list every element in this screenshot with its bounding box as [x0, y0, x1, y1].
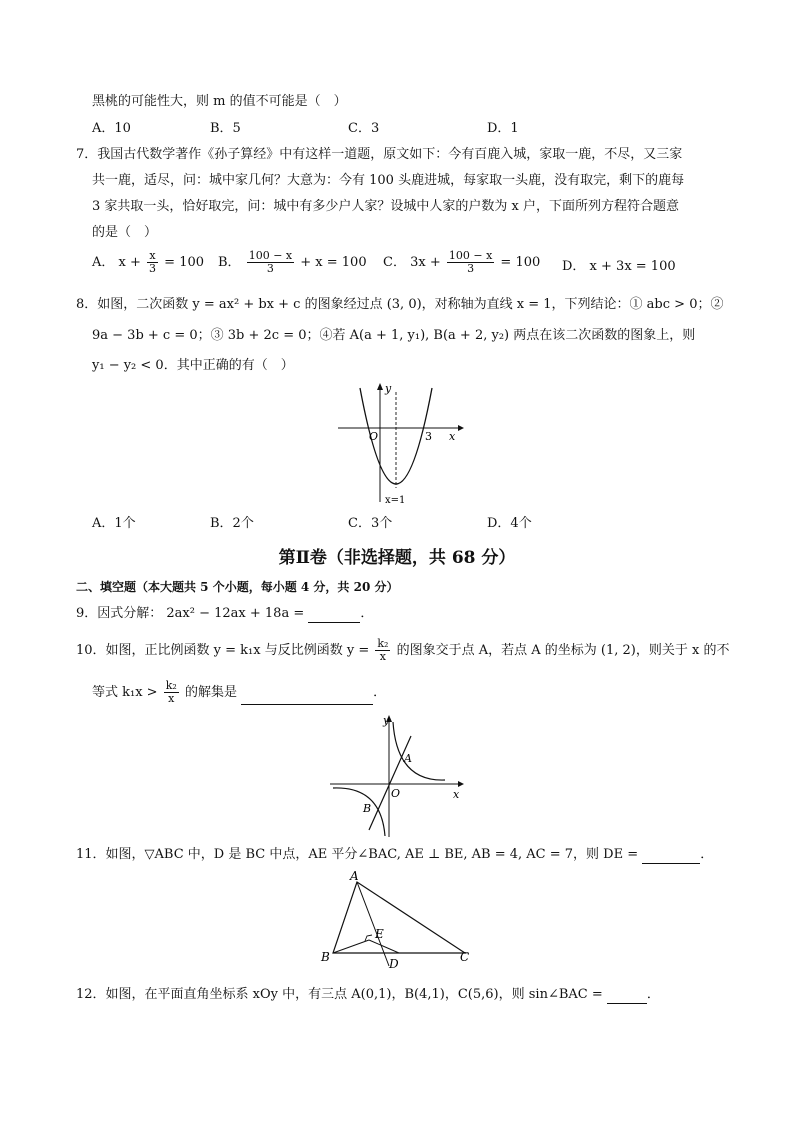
q7-line3: 3 家共取一头，恰好取完，问：城中有多少户人家？设城中人家的户数为 x 户，下面所列方程符合题意 [92, 199, 680, 214]
q6-option-c: C．3 [348, 121, 380, 136]
q8-x-arrow [458, 425, 464, 431]
q12-answer-blank[interactable] [607, 989, 647, 1004]
q11-label-e: E [375, 927, 384, 941]
q10-line2-pre: 等式 k₁x > [92, 685, 158, 700]
q10-fraction [375, 638, 390, 663]
q8-option-d: D．4个 [487, 516, 532, 531]
q8-line2: 9a − 3b + c = 0；③ 3b + 2c = 0；④若 A(a + 1, y₁), B(a + 2, y₂) 两点在该二次函数的图象上，则 [92, 328, 696, 343]
q11-text: 11．如图，▽ABC 中，D 是 BC 中点，AE 平分∠BAC, AE ⊥ BE, AB = 4, AC = 7，则 DE = [76, 847, 639, 862]
q10-line2-den: x [168, 692, 175, 705]
q7-option-b-pre: B． [218, 255, 241, 270]
q11-label-c: C [460, 950, 470, 964]
q6-option-d: D．1 [487, 121, 519, 136]
q10-label-b: B [363, 802, 372, 815]
q10-function-graph [325, 712, 470, 842]
q7-option-a-post: = 100 [164, 255, 205, 270]
q8-option-b: B．2个 [210, 516, 254, 531]
q10-line2 [92, 680, 386, 705]
q10-frac-num: k₂ [377, 637, 389, 650]
q10-line2-num: k₂ [165, 679, 177, 692]
q10-linear-line [369, 736, 411, 830]
q10-label-a: A [404, 752, 412, 765]
q7-option-b-num: 100 − x [248, 249, 293, 262]
q11-triangle-abc [333, 882, 465, 953]
q10-answer-blank[interactable] [241, 690, 373, 705]
q10-line2-fraction [164, 680, 179, 705]
q7-option-d: D． x + 3x = 100 [562, 259, 676, 274]
q10-x-arrow [458, 781, 464, 787]
q6-text: 黑桃的可能性大，则 m 的值不可能是（ ） [92, 94, 347, 109]
q7-option-c-pre: C． 3x + [383, 255, 441, 270]
q10-line1 [76, 638, 729, 663]
q11-segment-de [369, 940, 399, 953]
q7-line1: 7．我国古代数学著作《孙子算经》中有这样一道题，原文如下：今有百鹿入城，家取一鹿，不尽，又三家 [76, 147, 683, 162]
q11-segment-be [333, 940, 369, 953]
section-2-subtitle: 二、填空题（本大题共 5 个小题，每小题 4 分，共 20 分） [76, 580, 399, 594]
q8-label-origin: O [369, 430, 379, 443]
q12-period: ． [646, 987, 660, 1002]
q6-option-b: B．5 [210, 121, 241, 136]
section-2-title: 第Ⅱ卷（非选择题，共 68 分） [278, 548, 516, 568]
q10-post: 的图象交于点 A，若点 A 的坐标为 (1, 2)，则关于 x 的不 [396, 643, 730, 658]
q10-pre: 10．如图，正比例函数 y = k₁x 与反比例函数 y = [76, 643, 370, 658]
q8-option-c: C．3个 [348, 516, 393, 531]
q10-label-origin: O [391, 787, 401, 800]
q10-frac-den: x [379, 650, 387, 663]
q7-option-a-num: x [147, 250, 158, 263]
q7-option-b-den: 3 [266, 262, 274, 275]
q8-parabola-graph [330, 380, 470, 510]
q8-label-three: 3 [425, 430, 432, 443]
q9-period: ． [360, 606, 374, 621]
q10-label-x: x [453, 788, 460, 801]
q8-line1: 8．如图，二次函数 y = ax² + bx + c 的图象经过点 (3, 0)，对称轴为直线 x = 1，下列结论：① abc > 0；② [76, 297, 724, 312]
q9-text: 9．因式分解： 2ax² − 12ax + 18a = [76, 606, 305, 621]
q8-label-y: y [385, 382, 392, 395]
q7-option-b-fraction [247, 250, 294, 275]
q12-text: 12．如图，在平面直角坐标系 xOy 中，有三点 A(0,1)，B(4,1)，C(5,6)，则 sin∠BAC = [76, 987, 603, 1002]
q8-line3: y₁ − y₂ < 0．其中正确的有（ ） [92, 358, 294, 373]
q11-period: ． [700, 847, 714, 862]
q7-option-a-fraction [147, 250, 158, 275]
q11-label-b: B [321, 950, 330, 964]
q7-option-a-den: 3 [149, 262, 157, 275]
q10-period: ． [373, 685, 387, 700]
q10-label-y: y [383, 714, 390, 727]
q11-answer-blank[interactable] [642, 849, 700, 864]
q7-option-c [383, 250, 540, 275]
q7-option-c-num: 100 − x [448, 249, 493, 262]
q12-line [76, 986, 660, 1004]
q7-option-c-fraction [447, 250, 494, 275]
q10-line2-post: 的解集是 [184, 685, 237, 700]
q11-label-a: A [350, 869, 359, 883]
q11-label-d: D [389, 957, 399, 971]
q7-option-b [218, 250, 367, 275]
q9-line [76, 605, 373, 623]
q7-line4: 的是（ ） [92, 225, 158, 240]
q8-option-a: A．1个 [92, 516, 136, 531]
q7-option-a [92, 250, 204, 275]
q10-hyperbola-branch-1 [393, 722, 445, 780]
q7-option-a-pre: A． x + [92, 255, 141, 270]
q7-option-c-den: 3 [467, 262, 475, 275]
q7-line2: 共一鹿，适尽，问：城中家几何？大意为：今有 100 头鹿进城，每家取一头鹿，没有取完，剩下的鹿每 [92, 173, 685, 188]
q7-option-c-post: = 100 [500, 255, 541, 270]
q11-triangle-figure [315, 868, 480, 973]
q8-label-x: x [449, 430, 456, 443]
q8-y-arrow [377, 383, 383, 390]
q11-line [76, 846, 713, 864]
q6-option-a: A．10 [92, 121, 131, 136]
q9-answer-blank[interactable] [308, 608, 360, 623]
q8-label-axis: x=1 [385, 495, 406, 506]
q7-option-b-post: + x = 100 [300, 255, 367, 270]
